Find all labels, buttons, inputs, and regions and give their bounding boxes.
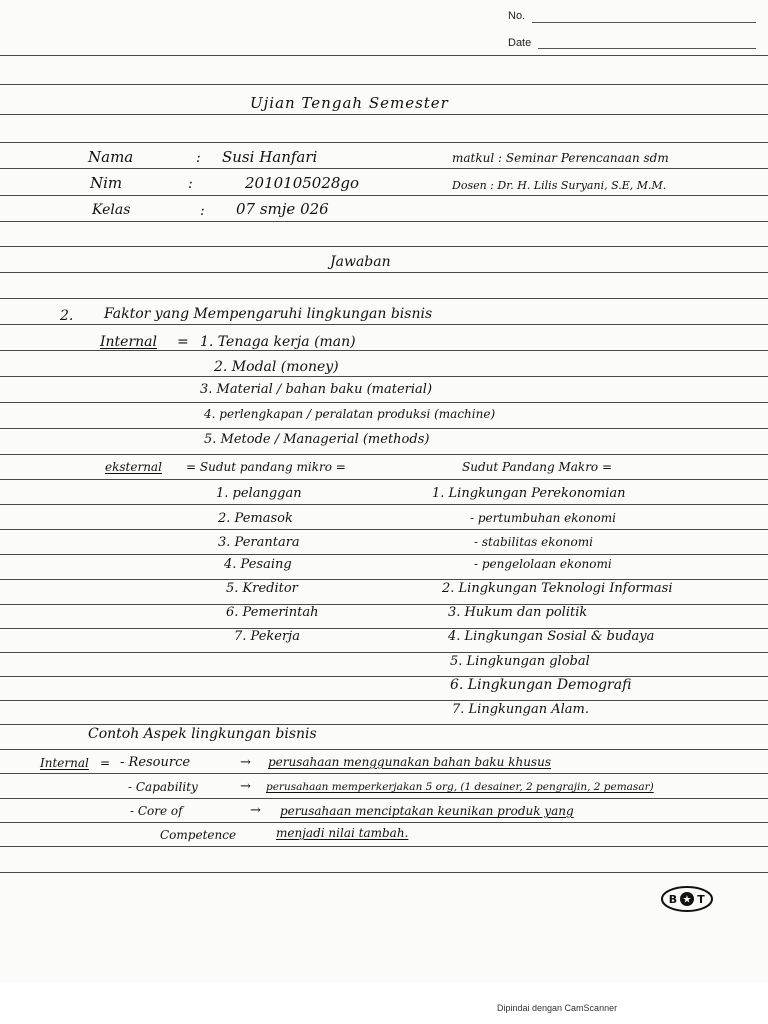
macro-item: - pengelolaan ekonomi [474, 557, 612, 571]
macro-item: 5. Lingkungan global [450, 654, 590, 669]
ruled-line [0, 479, 768, 480]
ruled-line [0, 454, 768, 455]
contoh-aspect: Competence [160, 828, 237, 842]
ruled-line [0, 114, 768, 115]
ruled-line [0, 272, 768, 273]
date-label: Date [508, 37, 532, 49]
kelas-label: Kelas [92, 202, 131, 218]
ruled-line [0, 195, 768, 196]
logo-star: ★ [682, 894, 692, 906]
ruled-line [0, 324, 768, 325]
micro-item: 5. Kreditor [226, 581, 298, 596]
matkul-line: matkul : Seminar Perencanaan sdm [452, 151, 669, 165]
nama-label: Nama [88, 148, 134, 166]
ruled-line [0, 554, 768, 555]
ruled-line [0, 168, 768, 169]
dosen-line: Dosen : Dr. H. Lilis Suryani, S.E, M.M. [452, 179, 667, 192]
ruled-line [0, 676, 768, 677]
nim-value: 2010105028go [245, 174, 360, 192]
internal-item: 1. Tenaga kerja (man) [200, 334, 356, 350]
contoh-internal-label: Internal [40, 756, 89, 770]
contoh-text: perusahaan memperkerjakan 5 org, (1 desainer, 2 pengrajin, 2 pemasar) [266, 781, 654, 793]
internal-item: 4. perlengkapan / peralatan produksi (machine) [204, 407, 496, 421]
ruled-line [0, 724, 768, 725]
micro-item: 7. Pekerja [234, 629, 300, 644]
jawaban-heading: Jawaban [330, 254, 391, 270]
arrow-icon: → [250, 803, 261, 818]
logo-left-letter: B [668, 893, 678, 906]
macro-item: - stabilitas ekonomi [474, 535, 593, 549]
question-heading: Faktor yang Mempengaruhi lingkungan bisnis [104, 306, 433, 322]
ruled-line [0, 55, 768, 56]
nama-value: Susi Hanfari [222, 148, 318, 166]
contoh-aspect: - Capability [128, 780, 198, 794]
macro-item: - pertumbuhan ekonomi [470, 511, 616, 525]
ruled-line [0, 652, 768, 653]
contoh-text: perusahaan menggunakan bahan baku khusus [268, 755, 551, 769]
contoh-aspect: - Core of [130, 804, 183, 818]
macro-item: 4. Lingkungan Sosial & budaya [448, 629, 655, 644]
micro-item: 4. Pesaing [224, 557, 292, 572]
no-label: No. [508, 10, 526, 22]
date-line [538, 48, 756, 49]
ruled-line [0, 846, 768, 847]
macro-item: 1. Lingkungan Perekonomian [432, 486, 626, 501]
ruled-line [0, 142, 768, 143]
micro-item: 1. pelanggan [216, 486, 302, 501]
internal-item: 5. Metode / Managerial (methods) [204, 432, 430, 447]
ruled-line [0, 298, 768, 299]
nim-label: Nim [90, 174, 123, 192]
ruled-line [0, 798, 768, 799]
notebook-brand-logo [660, 885, 714, 913]
internal-separator: = [177, 334, 189, 350]
kelas-value: 07 smje 026 [236, 200, 329, 218]
micro-item: 6. Pemerintah [226, 605, 319, 620]
scanner-watermark: Dipindai dengan CamScanner [497, 1003, 618, 1013]
kelas-separator: : [200, 203, 205, 219]
ruled-line [0, 376, 768, 377]
ruled-line [0, 84, 768, 85]
internal-label: Internal [100, 334, 157, 350]
contoh-aspect: - Resource [120, 755, 191, 770]
ruled-line [0, 579, 768, 580]
question-number: 2. [60, 308, 74, 324]
arrow-icon: → [240, 779, 251, 794]
ruled-line [0, 872, 768, 873]
macro-item: 3. Hukum dan politik [448, 605, 588, 620]
macro-item: 6. Lingkungan Demografi [450, 677, 632, 693]
arrow-icon: → [240, 755, 251, 770]
no-line [532, 22, 756, 23]
page-title: Ujian Tengah Semester [250, 94, 449, 112]
ruled-line [0, 749, 768, 750]
nama-separator: : [196, 150, 201, 166]
ruled-line [0, 773, 768, 774]
macro-heading: Sudut Pandang Makro = [462, 460, 613, 474]
contoh-text: menjadi nilai tambah. [276, 826, 409, 840]
internal-item: 2. Modal (money) [214, 359, 339, 375]
ruled-line [0, 529, 768, 530]
ruled-line [0, 504, 768, 505]
contoh-separator: = [100, 756, 111, 770]
ruled-line [0, 246, 768, 247]
contoh-text: perusahaan menciptakan keunikan produk yang [280, 804, 574, 818]
ruled-line [0, 822, 768, 823]
ruled-line [0, 402, 768, 403]
ruled-line [0, 604, 768, 605]
internal-item: 3. Material / bahan baku (material) [200, 382, 433, 397]
contoh-heading: Contoh Aspek lingkungan bisnis [88, 726, 317, 742]
micro-heading: = Sudut pandang mikro = [186, 460, 346, 474]
ruled-line [0, 428, 768, 429]
ruled-line [0, 350, 768, 351]
nim-separator: : [188, 176, 193, 192]
micro-item: 3. Perantara [218, 535, 300, 550]
macro-item: 7. Lingkungan Alam. [452, 702, 589, 717]
micro-item: 2. Pemasok [218, 511, 293, 526]
logo-right-letter: T [697, 893, 705, 906]
ruled-line [0, 221, 768, 222]
eksternal-label: eksternal [105, 460, 162, 474]
ruled-line [0, 700, 768, 701]
macro-item: 2. Lingkungan Teknologi Informasi [442, 581, 673, 596]
